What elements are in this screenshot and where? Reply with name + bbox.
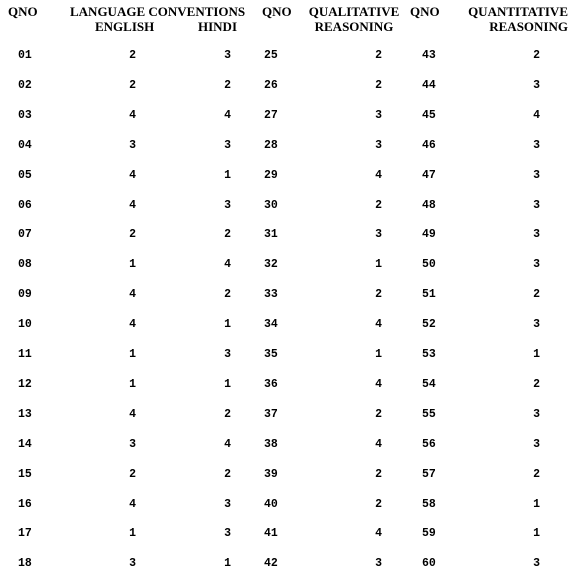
question-number-cell: 39 [264, 468, 278, 481]
question-number-cell: 01 [18, 49, 32, 62]
header-english-label: ENGLISH [95, 19, 155, 34]
question-number-cell: 45 [422, 109, 436, 122]
hindi-answer-cell: 2 [224, 408, 231, 421]
qualitative-answer-cell: 2 [375, 498, 382, 511]
quantitative-answer-cell: 3 [533, 438, 540, 451]
question-number-cell: 11 [18, 348, 32, 361]
question-number-cell: 06 [18, 199, 32, 212]
question-number-cell: 33 [264, 288, 278, 301]
hindi-answer-cell: 1 [224, 318, 231, 331]
hindi-answer-cell: 2 [224, 228, 231, 241]
header-quantitative-label: QUANTITATIVE [468, 4, 568, 19]
english-answer-cell: 4 [129, 169, 136, 182]
question-number-cell: 15 [18, 468, 32, 481]
english-answer-cell: 4 [129, 109, 136, 122]
question-number-cell: 10 [18, 318, 32, 331]
quantitative-answer-cell: 1 [533, 527, 540, 540]
qualitative-answer-cell: 2 [375, 468, 382, 481]
qualitative-answer-cell: 2 [375, 408, 382, 421]
header-qno-2-label: QNO [262, 4, 292, 19]
hindi-answer-cell: 2 [224, 468, 231, 481]
english-answer-cell: 1 [129, 258, 136, 271]
qualitative-answer-cell: 3 [375, 228, 382, 241]
qualitative-answer-cell: 2 [375, 199, 382, 212]
header-hindi [198, 19, 237, 34]
english-answer-cell: 3 [129, 438, 136, 451]
quantitative-answer-cell: 3 [533, 139, 540, 152]
question-number-cell: 36 [264, 378, 278, 391]
question-number-cell: 37 [264, 408, 278, 421]
question-number-cell: 50 [422, 258, 436, 271]
quantitative-answer-cell: 1 [533, 498, 540, 511]
question-number-cell: 59 [422, 527, 436, 540]
question-number-cell: 48 [422, 199, 436, 212]
quantitative-answer-cell: 2 [533, 49, 540, 62]
header-hindi-label: HINDI [198, 19, 238, 34]
header-language-conventions [70, 4, 245, 19]
header-quantitative-reasoning [462, 4, 568, 34]
header-qno-1 [8, 4, 38, 19]
question-number-cell: 41 [264, 527, 278, 540]
question-number-cell: 14 [18, 438, 32, 451]
quantitative-answer-cell: 3 [533, 79, 540, 92]
quantitative-answer-cell: 3 [533, 258, 540, 271]
quantitative-answer-cell: 2 [533, 288, 540, 301]
hindi-answer-cell: 3 [224, 49, 231, 62]
question-number-cell: 55 [422, 408, 436, 421]
quantitative-answer-cell: 3 [533, 169, 540, 182]
question-number-cell: 02 [18, 79, 32, 92]
english-answer-cell: 4 [129, 318, 136, 331]
hindi-answer-cell: 3 [224, 139, 231, 152]
hindi-answer-cell: 1 [224, 169, 231, 182]
question-number-cell: 44 [422, 79, 436, 92]
question-number-cell: 28 [264, 139, 278, 152]
hindi-answer-cell: 3 [224, 498, 231, 511]
question-number-cell: 03 [18, 109, 32, 122]
question-number-cell: 38 [264, 438, 278, 451]
qualitative-answer-cell: 2 [375, 79, 382, 92]
question-number-cell: 47 [422, 169, 436, 182]
qualitative-answer-cell: 1 [375, 348, 382, 361]
header-qualitative-label: QUALITATIVE [308, 4, 400, 19]
question-number-cell: 31 [264, 228, 278, 241]
quantitative-answer-cell: 2 [533, 378, 540, 391]
hindi-answer-cell: 3 [224, 199, 231, 212]
english-answer-cell: 3 [129, 139, 136, 152]
english-answer-cell: 1 [129, 378, 136, 391]
question-number-cell: 52 [422, 318, 436, 331]
question-number-cell: 25 [264, 49, 278, 62]
hindi-answer-cell: 3 [224, 527, 231, 540]
english-answer-cell: 4 [129, 288, 136, 301]
qualitative-answer-cell: 2 [375, 49, 382, 62]
question-number-cell: 53 [422, 348, 436, 361]
qualitative-answer-cell: 4 [375, 527, 382, 540]
header-qno-3-label: QNO [410, 4, 440, 19]
question-number-cell: 18 [18, 557, 32, 570]
english-answer-cell: 2 [129, 228, 136, 241]
question-number-cell: 54 [422, 378, 436, 391]
question-number-cell: 17 [18, 527, 32, 540]
question-number-cell: 49 [422, 228, 436, 241]
hindi-answer-cell: 4 [224, 258, 231, 271]
question-number-cell: 35 [264, 348, 278, 361]
quantitative-answer-cell: 3 [533, 199, 540, 212]
question-number-cell: 46 [422, 139, 436, 152]
question-number-cell: 08 [18, 258, 32, 271]
english-answer-cell: 4 [129, 498, 136, 511]
header-qualitative-reasoning-label: REASONING [314, 19, 394, 34]
question-number-cell: 34 [264, 318, 278, 331]
question-number-cell: 60 [422, 557, 436, 570]
english-answer-cell: 1 [129, 348, 136, 361]
quantitative-answer-cell: 1 [533, 348, 540, 361]
header-quantitative-reasoning-label: REASONING [489, 19, 568, 34]
quantitative-answer-cell: 2 [533, 468, 540, 481]
qualitative-answer-cell: 4 [375, 438, 382, 451]
hindi-answer-cell: 1 [224, 557, 231, 570]
quantitative-answer-cell: 3 [533, 318, 540, 331]
qualitative-answer-cell: 4 [375, 169, 382, 182]
qualitative-answer-cell: 4 [375, 378, 382, 391]
hindi-answer-cell: 2 [224, 79, 231, 92]
english-answer-cell: 3 [129, 557, 136, 570]
english-answer-cell: 4 [129, 408, 136, 421]
hindi-answer-cell: 4 [224, 438, 231, 451]
question-number-cell: 58 [422, 498, 436, 511]
question-number-cell: 40 [264, 498, 278, 511]
english-answer-cell: 2 [129, 79, 136, 92]
qualitative-answer-cell: 3 [375, 109, 382, 122]
hindi-answer-cell: 4 [224, 109, 231, 122]
question-number-cell: 43 [422, 49, 436, 62]
header-qno-1-label: QNO [8, 4, 38, 19]
question-number-cell: 30 [264, 199, 278, 212]
question-number-cell: 26 [264, 79, 278, 92]
question-number-cell: 16 [18, 498, 32, 511]
english-answer-cell: 1 [129, 527, 136, 540]
english-answer-cell: 2 [129, 49, 136, 62]
hindi-answer-cell: 2 [224, 288, 231, 301]
question-number-cell: 07 [18, 228, 32, 241]
question-number-cell: 57 [422, 468, 436, 481]
question-number-cell: 56 [422, 438, 436, 451]
question-number-cell: 09 [18, 288, 32, 301]
hindi-answer-cell: 1 [224, 378, 231, 391]
question-number-cell: 13 [18, 408, 32, 421]
qualitative-answer-cell: 4 [375, 318, 382, 331]
header-english [95, 19, 154, 34]
question-number-cell: 04 [18, 139, 32, 152]
question-number-cell: 12 [18, 378, 32, 391]
question-number-cell: 32 [264, 258, 278, 271]
header-qno-3 [410, 4, 440, 19]
qualitative-answer-cell: 2 [375, 288, 382, 301]
english-answer-cell: 4 [129, 199, 136, 212]
qualitative-answer-cell: 3 [375, 557, 382, 570]
question-number-cell: 42 [264, 557, 278, 570]
hindi-answer-cell: 3 [224, 348, 231, 361]
header-qno-2 [262, 4, 292, 19]
question-number-cell: 27 [264, 109, 278, 122]
quantitative-answer-cell: 3 [533, 557, 540, 570]
question-number-cell: 05 [18, 169, 32, 182]
quantitative-answer-cell: 3 [533, 228, 540, 241]
qualitative-answer-cell: 3 [375, 139, 382, 152]
english-answer-cell: 2 [129, 468, 136, 481]
header-language-conventions-label: LANGUAGE CONVENTIONS [70, 4, 246, 19]
question-number-cell: 51 [422, 288, 436, 301]
quantitative-answer-cell: 4 [533, 109, 540, 122]
quantitative-answer-cell: 3 [533, 408, 540, 421]
header-qualitative-reasoning [306, 4, 402, 34]
question-number-cell: 29 [264, 169, 278, 182]
qualitative-answer-cell: 1 [375, 258, 382, 271]
